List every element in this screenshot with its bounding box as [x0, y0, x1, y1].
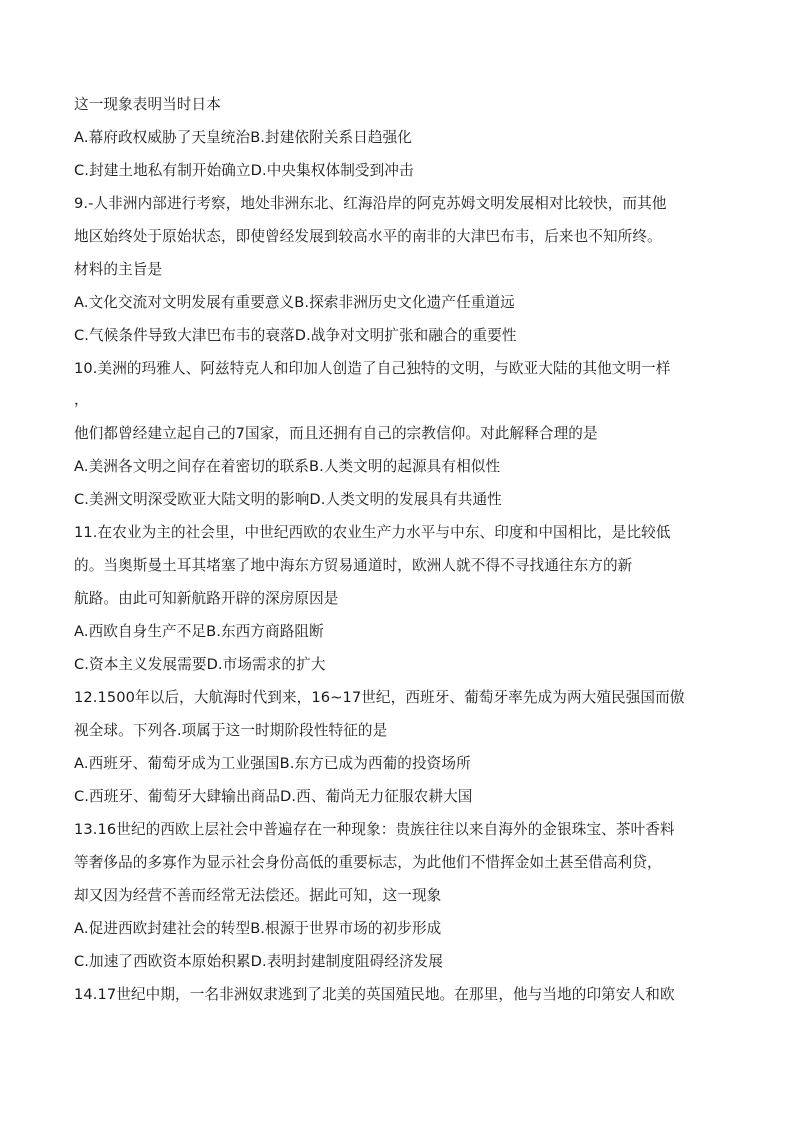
text-line: 视全球。下列各.项属于这一时期阶段性特征的是 — [74, 722, 388, 739]
text-line: 他们都曾经建立起自己的7国家，而且还拥有自己的宗教信仰。对此解释合理的是 — [74, 425, 598, 442]
question-11: 11.在农业为主的社会里，中世纪西欧的农业生产力水平与中东、印度和中国相比，是比较低 — [74, 524, 671, 541]
option-line: A.西欧自身生产不足B.东西方商路阻断 — [74, 623, 324, 640]
question-9: 9.-人非洲内部进行考察，地处非洲东北、红海沿岸的阿克苏姆文明发展相对比较快，而其他 — [74, 195, 667, 212]
option-line: C.美洲文明深受欧亚大陆文明的影响D.人类文明的发展具有共通性 — [74, 491, 502, 508]
text-line: 航路。由此可知新航路开辟的深房原因是 — [74, 590, 339, 607]
text-line: 等奢侈品的多寡作为显示社会身份高低的重要标志，为此他们不惜挥金如土甚至借高利贷， — [74, 854, 662, 871]
option-line: A.幕府政权威胁了天皇统治B.封建依附关系日趋强化 — [74, 129, 412, 146]
option-line: C.加速了西欧资本原始积累D.表明封建制度阻碍经济发展 — [74, 953, 444, 970]
option-line: A.促进西欧封建社会的转型B.根源于世界市场的初步形成 — [74, 920, 442, 937]
question-14: 14.17世纪中期，一名非洲奴隶逃到了北美的英国殖民地。在那里，他与当地的印第安人和欧 — [74, 986, 675, 1003]
text-line: ， — [74, 391, 89, 408]
text-line: 地区始终处于原始状态，即使曾经发展到较高水平的南非的大津巴布韦，后来也不知所终。 — [74, 228, 662, 245]
question-12: 12.1500年以后，大航海时代到来，16~17世纪，西班牙、葡萄牙率先成为两大殖民强国而傲 — [74, 689, 685, 706]
option-line: C.气候条件导致大津巴布韦的衰落D.战争对文明扩张和融合的重要性 — [74, 327, 517, 344]
text-line: 却又因为经营不善而经常无法偿还。据此可知，这一现象 — [74, 887, 442, 904]
option-line: C.西班牙、葡萄牙大肆输出商品D.西、葡尚无力征服农耕大国 — [74, 788, 473, 805]
option-line: C.资本主义发展需要D.市场需求的扩大 — [74, 656, 326, 673]
option-line: C.封建土地私有制开始确立D.中央集权体制受到冲击 — [74, 162, 414, 179]
text-line: 这一现象表明当时日本 — [74, 96, 221, 113]
question-10: 10.美洲的玛雅人、阿兹特克人和印加人创造了自己独特的文明，与欧亚大陆的其他文明一样 — [74, 360, 671, 377]
option-line: A.西班牙、葡萄牙成为工业强国B.东方已成为西葡的投资场所 — [74, 755, 471, 772]
text-line: 材料的主旨是 — [74, 261, 163, 278]
option-line: A.美洲各文明之间存在着密切的联系B.人类文明的起源具有相似性 — [74, 458, 501, 475]
question-13: 13.16世纪的西欧上层社会中普遍存在一种现象：贵族往往以来自海外的金银珠宝、茶叶香料 — [74, 821, 675, 838]
option-line: A.文化交流对文明发展有重要意义B.探索非洲历史文化遗产任重道远 — [74, 294, 515, 311]
text-line: 的。当奥斯曼土耳其堵塞了地中海东方贸易通道时，欧洲人就不得不寻找通往东方的新 — [74, 557, 633, 574]
